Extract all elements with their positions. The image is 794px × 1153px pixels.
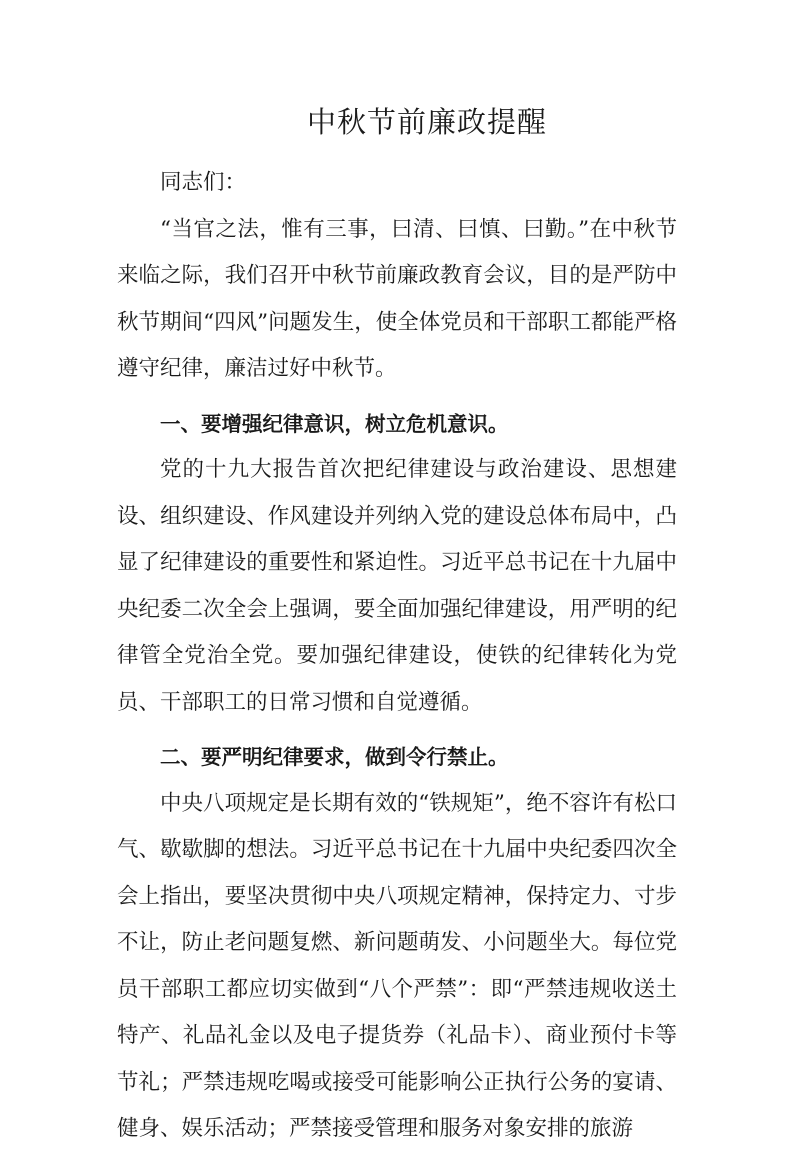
document-title: 中秋节前廉政提醒: [306, 105, 547, 139]
section-heading-1: 一、要增强纪律意识，树立危机意识。: [160, 411, 509, 436]
intro-paragraph: “当官之法，惟有三事，曰清、曰慎、曰勤。”在中秋节来临之际，我们召开中秋节前廉政教育会议，目的是严防中秋节期间“四风”问题发生，使全体党员和干部职工都能严格遵守纪律，廉洁过好中秋节。: [117, 216, 677, 381]
salutation: 同志们：: [160, 170, 247, 195]
section-heading-2: 二、要严明纪律要求，做到令行禁止。: [160, 745, 509, 769]
section-paragraph-2: 中央八项规定是长期有效的“铁规矩”，绝不容许有松口气、歇歇脚的想法。习近平总书记在十九届中央纪委四次全会上指出，要坚决贯彻中央八项规定精神，保持定力、寸步不让，防止老问题复燃、新问题萌发、小问题坐大。每位党员干部职工都应切实做到“八个严禁”：即“严禁违规收送土特产、礼品礼金以及电子提货券（礼品卡）、商业预付卡等节礼；严禁违规吃喝或接受可能影响公正执行公务的宴请、健身、娱乐活动；严禁接受管理和服务对象安排的旅游: [117, 790, 677, 1141]
document-body: [117, 160, 677, 1153]
section-paragraph-1: 党的十九大报告首次把纪律建设与政治建设、思想建设、组织建设、作风建设并列纳入党的建设总体布局中，凸显了纪律建设的重要性和紧迫性。习近平总书记在十九届中央纪委二次全会上强调，要全面加强纪律建设，用严明的纪律管全党治全党。要加强纪律建设，使铁的纪律转化为党员、干部职工的日常习惯和自觉遵循。: [117, 457, 677, 715]
